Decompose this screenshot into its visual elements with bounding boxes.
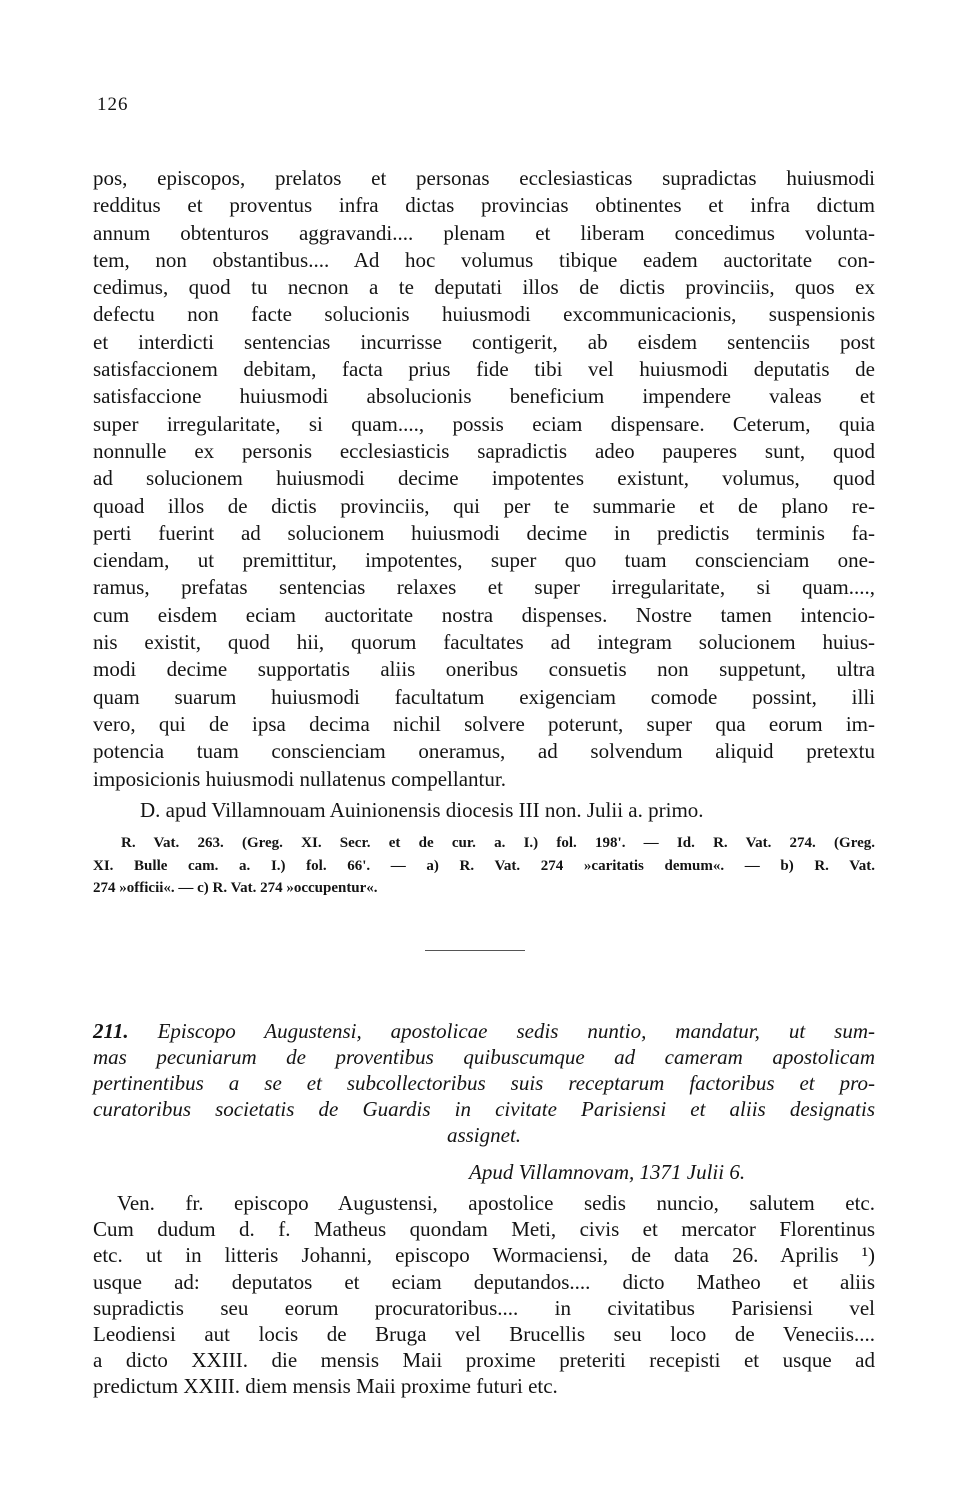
text-line: satisfaccione huiusmodi absolucionis beneficium impendere valeas et — [93, 384, 875, 409]
letter-text-block — [93, 1190, 875, 1400]
main-text-block — [93, 165, 875, 793]
letter-line: Ven. fr. episcopo Augustensi, apostolice sedis nuncio, salutem etc. — [117, 1191, 875, 1215]
text-line: quoad illos de dictis provinciis, qui per te summarie et de plano re- — [93, 493, 875, 518]
note-line: 274 »officii«. — c) R. Vat. 274 »occupentur«. — [93, 880, 378, 896]
text-line: defectu non facte solucionis huiusmodi excommunicacionis, suspensionis — [93, 302, 875, 327]
document-number: 211. — [93, 1019, 129, 1043]
note-line: XI. Bulle cam. a. I.) fol. 66'. — a) R. Vat. 274 »caritatis demum«. — b) R. Vat. — [93, 857, 875, 874]
text-line: nonnulle ex personis ecclesiasticis sapradictis adeo pauperes sunt, quod — [93, 438, 875, 463]
letter-line: etc. ut in litteris Johanni, episcopo Wormaciensi, de data 26. Aprilis ¹) — [93, 1243, 875, 1268]
text-line: satisfaccionem debitam, facta prius fide tibi vel huiusmodi deputatis de — [93, 357, 875, 382]
letter-line: a dicto XXIII. die mensis Maii proxime preteriti recepisti et usque ad — [93, 1348, 875, 1373]
letter-line: predictum XXIII. diem mensis Maii proxime futuri etc. — [93, 1374, 558, 1399]
text-line: annum obtenturos aggravandi.... plenam et liberam concedimus volunta- — [93, 220, 875, 245]
summary-line: assignet. — [446, 1123, 522, 1147]
text-line: vero, qui de ipsa decima nichil solvere poterunt, super qua eorum im- — [93, 711, 875, 736]
note-line: R. Vat. 263. (Greg. XI. Secr. et de cur. a. I.) fol. 198'. — Id. R. Vat. 274. (Greg. — [121, 835, 875, 851]
page-number: 126 — [97, 94, 129, 115]
summary-line: mas pecuniarum de proventibus quibuscumque ad cameram apostolicam — [93, 1045, 875, 1069]
text-line: potencia tuam conscienciam oneramus, ad solvendum aliquid pretextu — [93, 739, 875, 764]
summary-line: Episcopo Augustensi, apostolicae sedis nuntio, mandatur, ut sum- — [157, 1019, 876, 1043]
document-summary — [93, 1018, 875, 1148]
text-line: ad solucionem huiusmodi decime impotentes existunt, volumus, quod — [93, 466, 875, 491]
section-divider — [425, 950, 525, 951]
letter-line: usque ad: deputatos et eciam deputandos.... dicto Matheo et aliis — [93, 1269, 875, 1294]
text-line: redditus et proventus infra dictas provincias obtinentes et infra dictum — [93, 193, 875, 218]
text-line: perti fuerint ad solucionem huiusmodi decime in predictis terminis fa- — [93, 520, 875, 545]
text-line: ciendam, ut premittitur, impotentes, super quo tuam conscienciam one- — [93, 548, 875, 573]
letter-line: Cum dudum d. f. Matheus quondam Meti, civis et mercator Florentinus — [93, 1217, 875, 1242]
text-line: tem, non obstantibus.... Ad hoc volumus tibique eadem auctoritate con- — [93, 247, 875, 272]
text-line: imposicionis huiusmodi nullatenus compellantur. — [93, 766, 506, 791]
text-line: modi decime supportatis aliis oneribus consuetis non suppetunt, ultra — [93, 657, 875, 682]
source-notes — [93, 832, 875, 900]
text-line: super irregularitate, si quam...., possis eciam dispensare. Ceterum, quia — [93, 411, 875, 436]
text-line: pos, episcopos, prelatos et personas ecclesiasticas supradictas huiusmodi — [93, 166, 875, 190]
place-date: Apud Villamnovam, 1371 Julii 6. — [469, 1160, 746, 1184]
text-line: cedimus, quod tu necnon a te deputati illos de dictis provinciis, quos ex — [93, 275, 875, 300]
text-line: nis existit, quod hii, quorum facultates ad integram solucionem huius- — [93, 630, 875, 655]
text-line: et interdicti sentencias incurrisse contigerit, ab eisdem sentenciis post — [93, 329, 875, 354]
text-line: cum eisdem eciam auctoritate nostra dispenses. Nostre tamen intencio- — [93, 602, 875, 627]
dateline: D. apud Villamnouam Auinionensis diocesis III non. Julii a. primo. — [140, 798, 704, 822]
letter-line: supradictis seu eorum procuratoribus.... in civitatibus Parisiensi vel — [93, 1295, 875, 1320]
letter-line: Leodiensi aut locis de Bruga vel Brucellis seu loco de Veneciis.... — [93, 1322, 875, 1347]
text-line: ramus, prefatas sentencias relaxes et super irregularitate, si quam...., — [93, 575, 875, 600]
summary-line: pertinentibus a se et subcollectoribus suis receptarum factoribus et pro- — [93, 1071, 875, 1095]
text-line: quam suarum huiusmodi facultatum exigenciam comode possint, illi — [93, 684, 875, 709]
summary-line: curatoribus societatis de Guardis in civitate Parisiensi et aliis designatis — [93, 1097, 875, 1121]
